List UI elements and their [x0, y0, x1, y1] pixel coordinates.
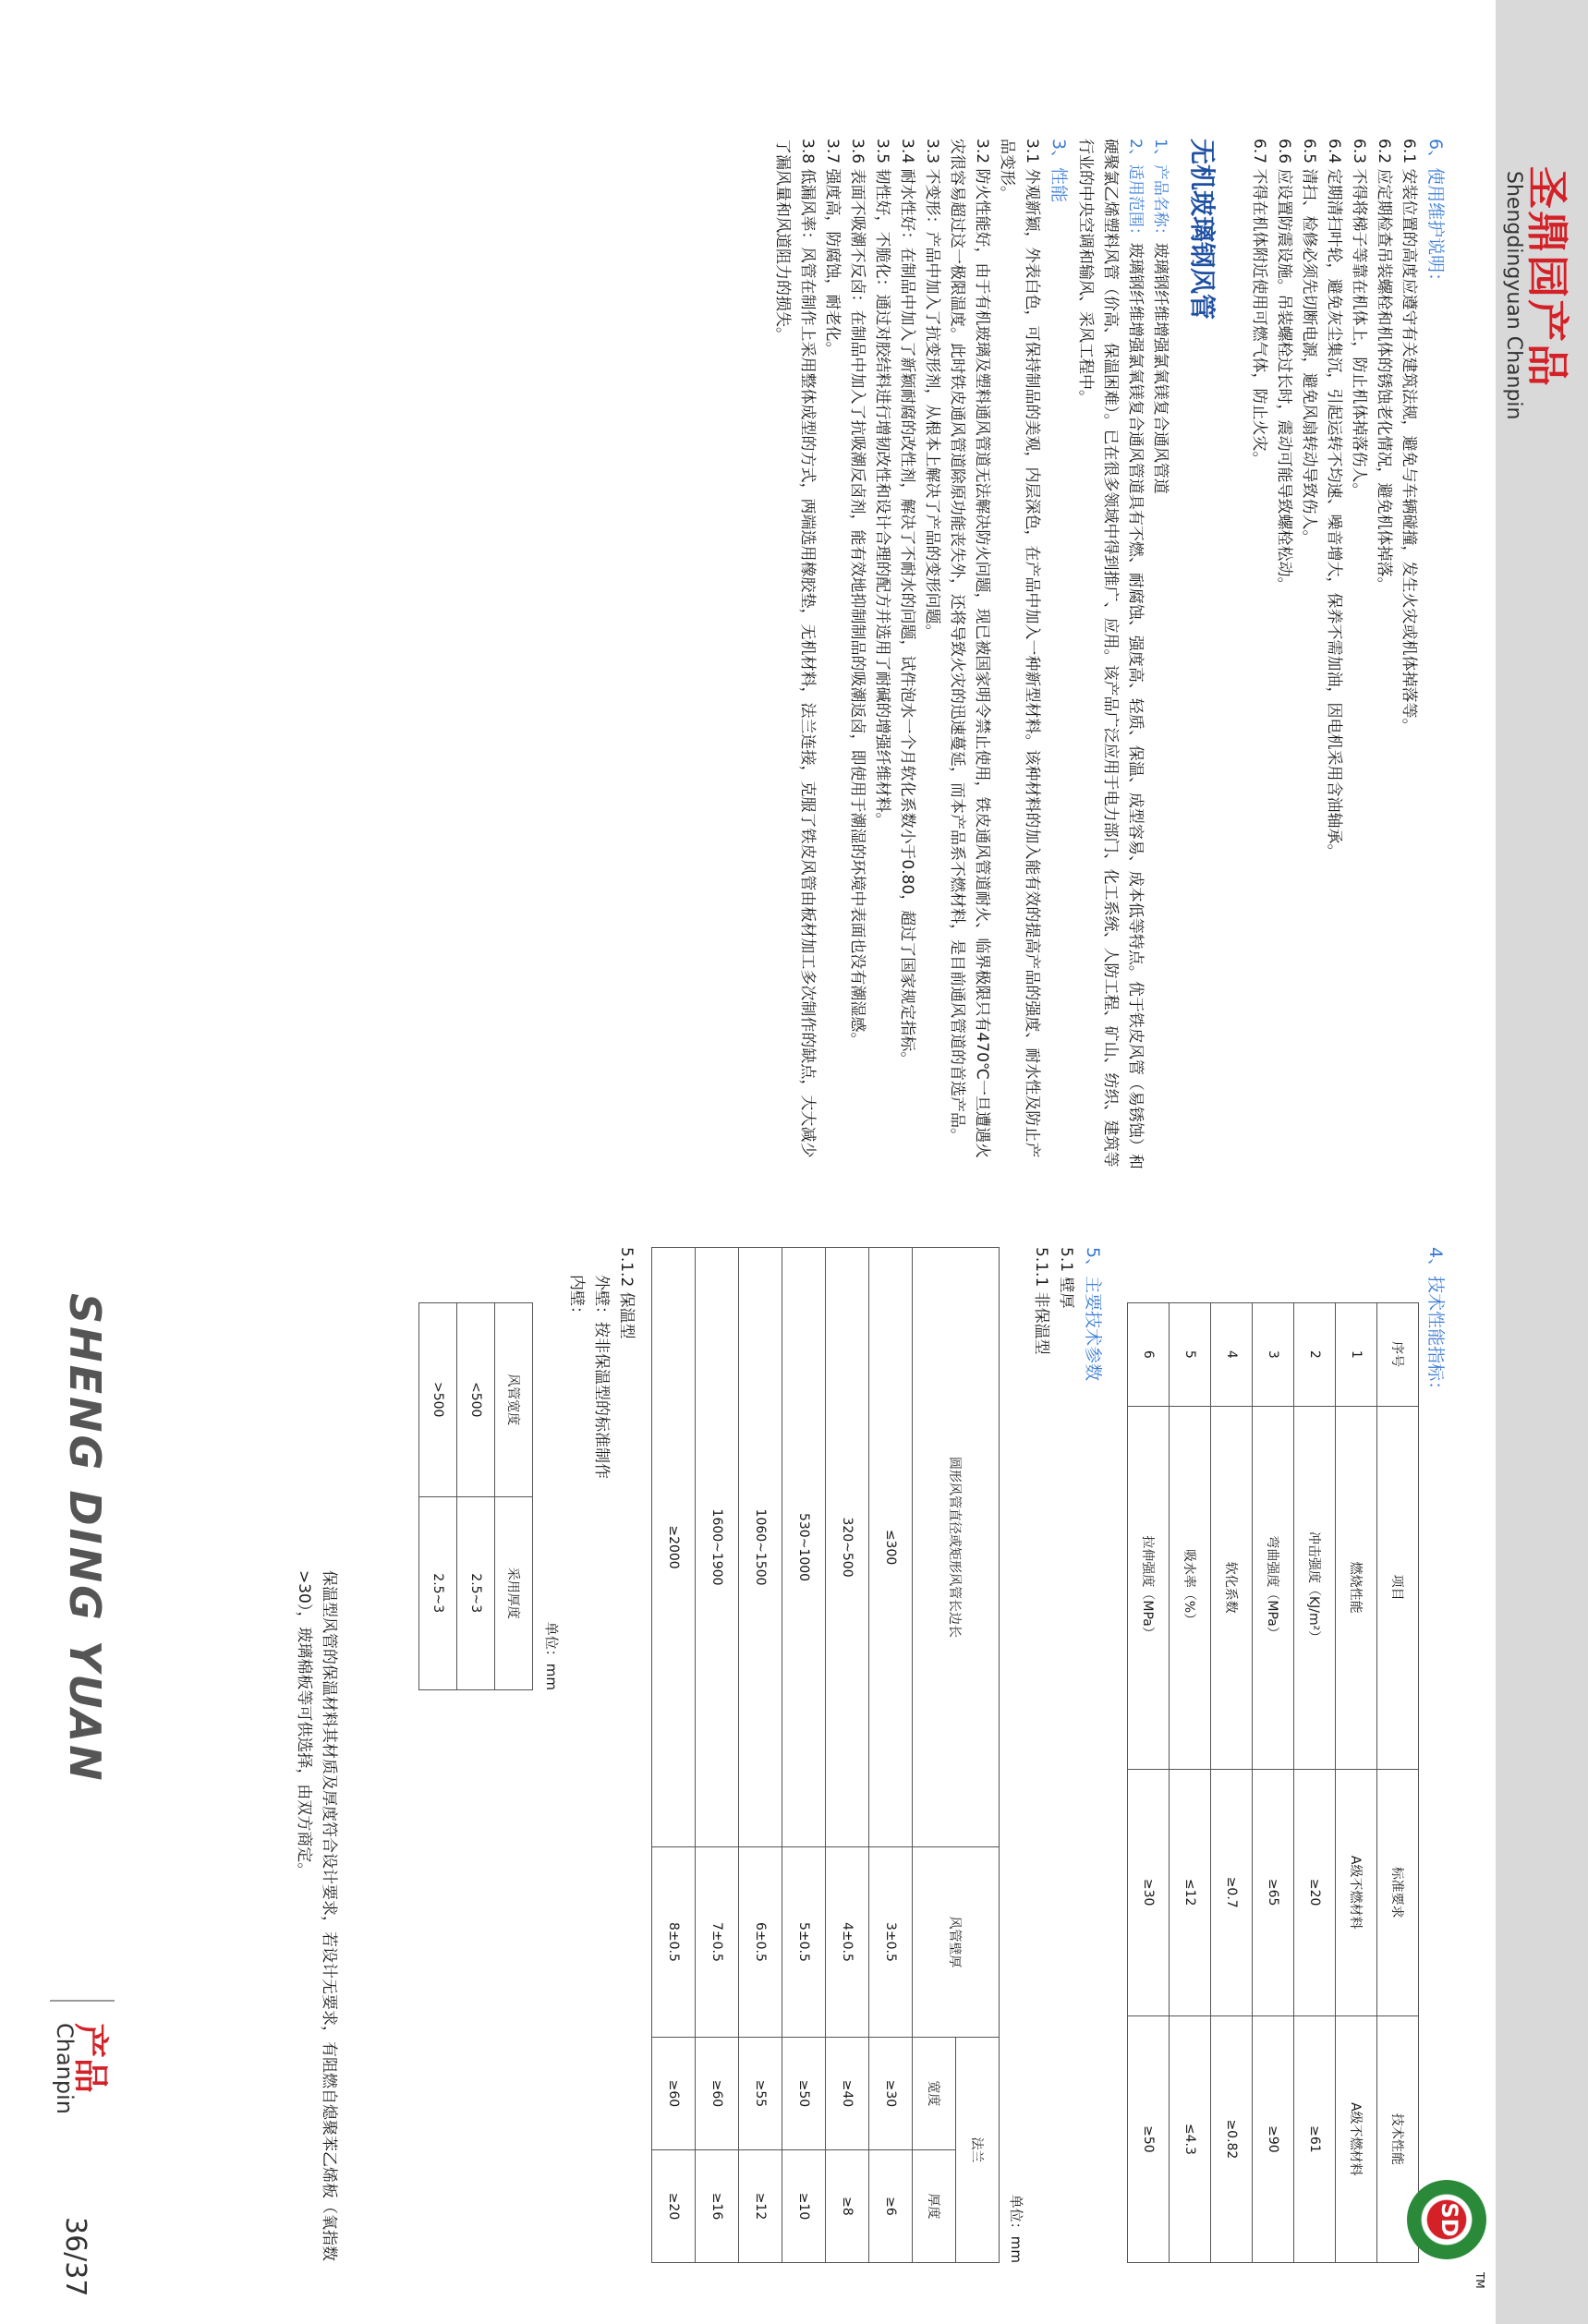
table-row: [1253, 1303, 1294, 2263]
performance-item: 3.3 不变形：产品中加入了抗变形剂，从根本上解决了产品的变形问题。: [923, 139, 941, 640]
table-cell: ≥50: [1128, 2015, 1170, 2262]
maintenance-heading: 6、使用维护说明：: [1425, 139, 1446, 291]
performance-item: 3.2 防火性能好，由于有机玻璃及塑料通风管道无法解决防火问题，现已被国家明令禁止使用，铁皮通风管道耐火、临界极限只有470℃一旦遭遇火灾很容易超过这一极限温度。此时铁皮通风管道除原功能丧失外，还将导致火灾的迅速蔓延，而本产品系不燃材料，是目前通风管道的首选产品。: [948, 139, 991, 1158]
performance-item: 3.1 外观新颖，外表白色，可保持制品的美观，内层深色，在产品中加入一种新型材料。该种材料的加入能有效的提高产品的强度、耐水性及防止产品变形。: [998, 139, 1041, 1158]
table-cell: 3: [1253, 1303, 1294, 1407]
table-header: 采用厚度: [495, 1496, 533, 1690]
table-row: [1211, 1303, 1253, 2263]
table-cell: 1060~1500: [739, 1248, 782, 1847]
insulation-inner: 内壁：: [567, 1275, 586, 1322]
footer-separator: [50, 2000, 115, 2002]
maintenance-item: 6.7 不得在机体附近使用可燃气体，防止火灾。: [1250, 139, 1268, 467]
table-cell: ≥0.82: [1211, 2015, 1253, 2262]
table-header: 风管宽度: [495, 1303, 533, 1497]
table-cell: A级不燃材料: [1336, 1769, 1377, 2015]
trademark-mark: TM: [1473, 2272, 1486, 2289]
tech-heading: 4、技术性能指标：: [1425, 1247, 1446, 1399]
table-cell: 320~500: [826, 1248, 869, 1847]
product-name-value: 玻璃钢纤维增强氯氧镁复合通风管道: [1151, 242, 1170, 494]
table-header: 标准要求: [1377, 1769, 1419, 2015]
table-cell: 4±0.5: [826, 1847, 869, 2038]
table-cell: ≥0.7: [1211, 1769, 1253, 2015]
table-cell: ≥12: [739, 2149, 782, 2262]
performance-item: 3.8 低漏风率：风管在制作上采用整体成型的方式，两端选用橡胶垫，无机材料，法兰连接，克服了铁皮风管由板材加工多次制作的缺点，大大减少了漏风量和风道阻力的损失。: [773, 139, 817, 1158]
insulation-table: [418, 1302, 533, 1690]
performance-item: 3.4 耐水性好：在制品中加入了新颖耐腐的改性剂，解决了不耐水的问题，试件泡水一个月软化系数小于0.80，超过了国家规定指标。: [898, 139, 916, 1068]
performance-heading: 3、性能: [1049, 139, 1069, 203]
table-cell: ≥30: [869, 2037, 913, 2149]
maintenance-item: 6.5 清扫、检修必须先切断电源，避免风扇转动导致伤人。: [1300, 139, 1318, 546]
table-cell: >500: [419, 1303, 457, 1497]
table-row: [1170, 1303, 1211, 2263]
brand-pinyin: Shengdingyuan Chanpin: [1502, 171, 1525, 420]
table-header: 项目: [1377, 1406, 1419, 1769]
insulation-unit: 单位：mm: [543, 1621, 560, 1690]
params-subheading: 5.1.2 保温型: [617, 1247, 636, 1339]
table-cell: 燃烧性能: [1336, 1406, 1377, 1769]
brand-name: 圣鼎园: [1522, 166, 1572, 299]
table-cell: 3±0.5: [869, 1847, 913, 2038]
table-header: 序号: [1377, 1303, 1419, 1407]
params-subheading: 5.1.1 非保温型: [1032, 1247, 1050, 1355]
table-header: 宽度: [913, 2037, 956, 2149]
table-row: [1336, 1303, 1377, 2263]
table-row: [419, 1303, 457, 1690]
table-row: [739, 1248, 782, 2263]
table-cell: 拉伸强度（MPa）: [1128, 1406, 1170, 1769]
insulation-outer: 外壁：按非保温型的标准制作: [592, 1275, 611, 1479]
product-scope-text: 玻璃钢纤维增强氯氧镁复合通风管道具有不燃、耐腐蚀、强度高、轻质、保温、成型容易、成本低等特点。优于铁皮风管（易锈蚀）和硬聚氯乙烯塑料风管（价高、保温困难）。已在很多领域中得到推广、应用。该产品广泛应用于电力部门、化工系统、人防工程、矿山、纺织、建筑等行业的中央空调和输风、采风工程中。: [1076, 139, 1145, 1169]
maintenance-item: 6.2 应定期检查吊装螺栓和机体的锈蚀老化情况，避免机体掉落。: [1375, 139, 1393, 593]
table-header: 法兰: [956, 2037, 1000, 2262]
table-cell: 2.5~3: [457, 1496, 495, 1690]
table-cell: 8±0.5: [652, 1847, 696, 2038]
table-cell: ≥20: [652, 2149, 696, 2262]
table-cell: ≥10: [782, 2149, 826, 2262]
footer-product-cn: 产品: [70, 2023, 111, 2094]
table-cell: ≥55: [739, 2037, 782, 2149]
table-cell: ≥2000: [652, 1248, 696, 1847]
table-cell: ≥20: [1294, 1769, 1336, 2015]
params-heading: 5、主要技术参数: [1083, 1247, 1103, 1382]
table-cell: ≤4.3: [1170, 2015, 1211, 2262]
table-cell: 530~1000: [782, 1248, 826, 1847]
table-header: 风管壁厚: [913, 1847, 1000, 2038]
performance-item: 3.7 强度高，防腐蚀，耐老化。: [823, 139, 842, 357]
table-cell: 6±0.5: [739, 1847, 782, 2038]
footer-brand: SHENG DING YUAN: [60, 1293, 110, 1784]
table-cell: ≥90: [1253, 2015, 1294, 2262]
table-cell: 5±0.5: [782, 1847, 826, 2038]
table-cell: 7±0.5: [696, 1847, 739, 2038]
logo-letters: SD: [1436, 2202, 1462, 2237]
tech-performance-table: [1127, 1302, 1419, 2263]
table-header: 厚度: [913, 2149, 956, 2262]
table-row: [869, 1248, 913, 2263]
table-cell: ≥60: [696, 2037, 739, 2149]
table-row: [782, 1248, 826, 2263]
table-header: 圆形风管直径或矩形风管长边长: [913, 1248, 1000, 1847]
table-header-row: [1377, 1303, 1419, 2263]
brand-logo-icon: [1407, 2180, 1486, 2259]
table-cell: ≥8: [826, 2149, 869, 2262]
page-numbers: 36/37: [59, 2217, 91, 2297]
performance-item: 3.6 表面不吸潮不反卤：在制品中加入了抗吸潮反卤剂，能有效地抑制制品的吸潮返卤，即使用于潮湿的环境中表面也没有潮湿感。: [848, 139, 867, 1048]
maintenance-item: 6.4 定期清扫叶轮，避免灰尘集沉，引起运转不均速、噪音增大，保养不需加油，因电机采用含油轴承。: [1325, 139, 1343, 860]
table-cell: 冲击强度（KJ/m²）: [1294, 1406, 1336, 1769]
table-cell: 软化系数: [1211, 1406, 1253, 1769]
table-row: [1128, 1303, 1170, 2263]
table-cell: 吸水率（%）: [1170, 1406, 1211, 1769]
table-cell: ≥65: [1253, 1769, 1294, 2015]
table-cell: 6: [1128, 1303, 1170, 1407]
insulation-note: 保温型风管的保温材料其材质及厚度符合设计要求，若设计无要求，有阻燃自熄聚苯乙烯板（氧指数>30），玻璃棉板等可供选择，由双方商定。: [295, 1570, 338, 2261]
maintenance-item: 6.3 不得将梯子等靠在机体上，防止机体掉落伤人。: [1350, 139, 1368, 499]
performance-item: 3.5 韧性好，不脆化：通过对胶结料进行增韧改性和设计合理的配方并选用了耐碱的增强纤维材料。: [873, 139, 891, 829]
product-title: 无机玻璃钢风管: [1187, 139, 1218, 321]
table-cell: 2.5~3: [419, 1496, 457, 1690]
table-cell: 5: [1170, 1303, 1211, 1407]
table-cell: ≥60: [652, 2037, 696, 2149]
table-cell: A级不燃材料: [1336, 2015, 1377, 2262]
product-scope: [1073, 139, 1147, 1173]
product-scope-label: 2、适用范围：: [1126, 139, 1145, 243]
maintenance-item: 6.6 应设置防震设施。吊装螺栓过长时，震动可能导致螺栓松动。: [1275, 139, 1293, 593]
table-cell: ≥50: [782, 2037, 826, 2149]
right-column: [418, 1247, 1449, 2263]
brand-name-suffix: 产品: [1522, 299, 1572, 388]
table-cell: 1: [1336, 1303, 1377, 1407]
table-cell: ≥40: [826, 2037, 869, 2149]
left-column: [770, 139, 1449, 1173]
maintenance-item: 6.1 安装位置的高度应遵守有关建筑法规，避免与车辆碰撞，发生火灾或机体掉落等。: [1400, 139, 1418, 734]
table-cell: 1600~1900: [696, 1248, 739, 1847]
table-cell: ≤12: [1170, 1769, 1211, 2015]
table-cell: 4: [1211, 1303, 1253, 1407]
table-header-row: [495, 1303, 533, 1690]
table-cell: ≥6: [869, 2149, 913, 2262]
table-cell: ≥16: [696, 2149, 739, 2262]
table-row: [826, 1248, 869, 2263]
table-row: [652, 1248, 696, 2263]
table-cell: ≥30: [1128, 1769, 1170, 2015]
table-cell: ≤300: [869, 1248, 913, 1847]
table-header: 技术性能: [1377, 2015, 1419, 2262]
product-name-label: 1、产品名称：: [1151, 139, 1170, 243]
table-cell: 2: [1294, 1303, 1336, 1407]
wall-thickness-table: [651, 1247, 1000, 2263]
table-cell: 弯曲强度（MPa）: [1253, 1406, 1294, 1769]
table-row: [696, 1248, 739, 2263]
table-row: [457, 1303, 495, 1690]
table-header-row: [956, 1248, 1000, 2263]
table-cell: ≥61: [1294, 2015, 1336, 2262]
brand-logo-text: [1520, 166, 1581, 388]
footer-chanpin: Chanpin: [52, 2023, 78, 2114]
product-name-line: [1147, 139, 1172, 1173]
table-cell: <500: [457, 1303, 495, 1497]
params-unit: 单位：mm: [1008, 2194, 1024, 2263]
params-subheading: 5.1 壁厚: [1057, 1247, 1075, 1309]
table-row: [1294, 1303, 1336, 2263]
